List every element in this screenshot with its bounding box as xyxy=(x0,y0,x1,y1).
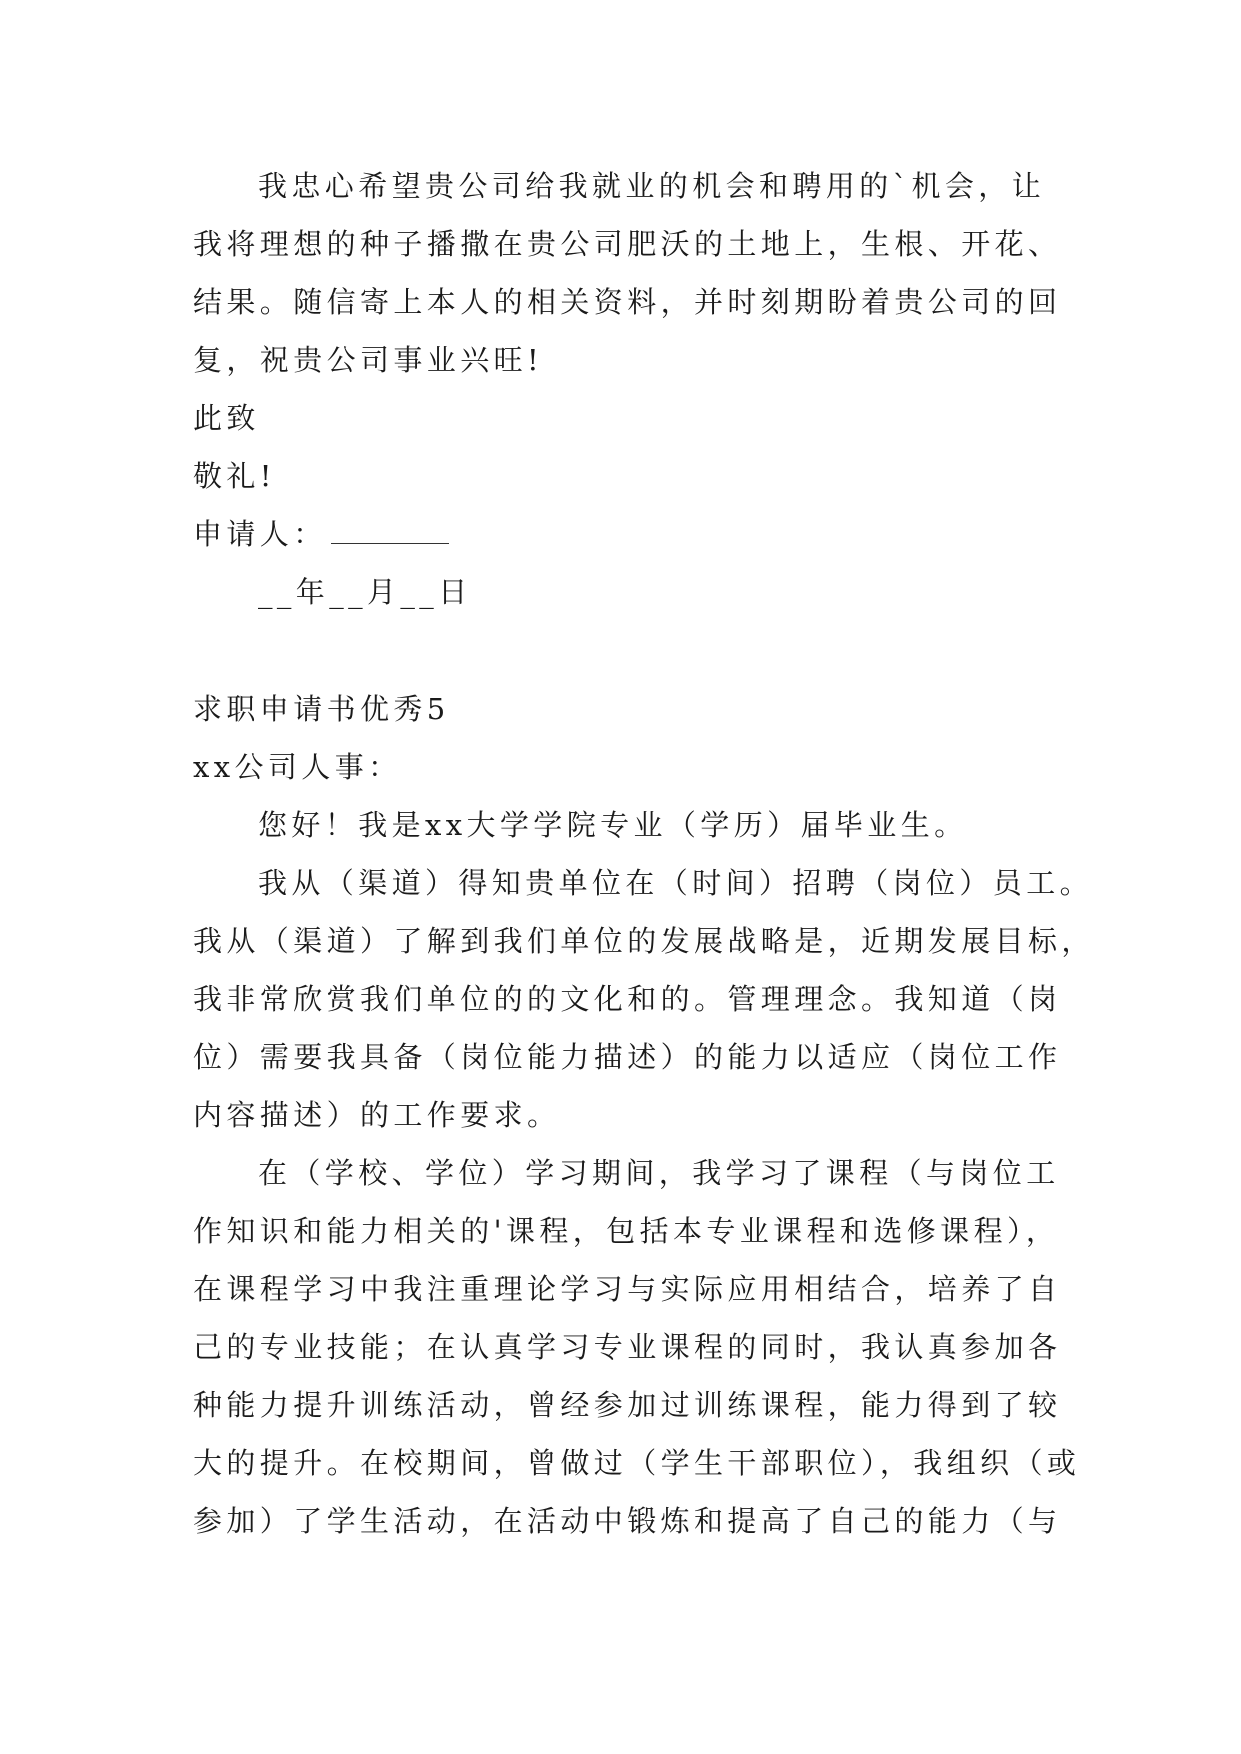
date-line: __年__月__日 xyxy=(258,575,472,609)
text-line: 复，祝贵公司事业兴旺! xyxy=(193,343,544,377)
text-line: 在课程学习中我注重理论学习与实际应用相结合，培养了自 xyxy=(193,1272,1062,1306)
text-line: 我忠心希望贵公司给我就业的机会和聘用的`机会，让 xyxy=(258,169,1046,203)
applicant-label: 申请人： xyxy=(193,517,327,551)
text-line: 位）需要我具备（岗位能力描述）的能力以适应（岗位工作 xyxy=(193,1040,1062,1074)
greeting: 您好！我是xx大学学院专业（学历）届毕业生。 xyxy=(258,808,968,842)
text-line: 己的专业技能；在认真学习专业课程的同时，我认真参加各 xyxy=(193,1330,1062,1364)
text-line: 我将理想的种子播撒在贵公司肥沃的土地上，生根、开花、 xyxy=(193,227,1062,261)
text-line: 结果。随信寄上本人的相关资料，并时刻期盼着贵公司的回 xyxy=(193,285,1062,319)
applicant-signature-line xyxy=(0,505,1241,563)
text-line: 作知识和能力相关的'课程，包括本专业课程和选修课程）， xyxy=(193,1214,1060,1248)
text-line: 大的提升。在校期间，曾做过（学生干部职位），我组织（或 xyxy=(193,1446,1081,1480)
salutation-respect: 敬礼! xyxy=(193,459,276,493)
text-line: 我从（渠道）得知贵单位在（时间）招聘（岗位）员工。 xyxy=(258,866,1094,900)
text-line: 我从（渠道）了解到我们单位的发展战略是，近期发展目标， xyxy=(193,924,1095,958)
section-title: 求职申请书优秀5 xyxy=(193,692,450,726)
text-line: 参加）了学生活动，在活动中锻炼和提高了自己的能力（与 xyxy=(193,1504,1062,1538)
text-line: 在（学校、学位）学习期间，我学习了课程（与岗位工 xyxy=(258,1156,1060,1190)
salutation: 此致 xyxy=(193,401,260,435)
text-line: 我非常欣赏我们单位的的文化和的。管理理念。我知道（岗 xyxy=(193,982,1062,1016)
recipient: xx公司人事： xyxy=(193,750,402,784)
text-line: 内容描述）的工作要求。 xyxy=(193,1098,561,1132)
signature-blank xyxy=(331,517,449,544)
text-line: 种能力提升训练活动，曾经参加过训练课程，能力得到了较 xyxy=(193,1388,1062,1422)
